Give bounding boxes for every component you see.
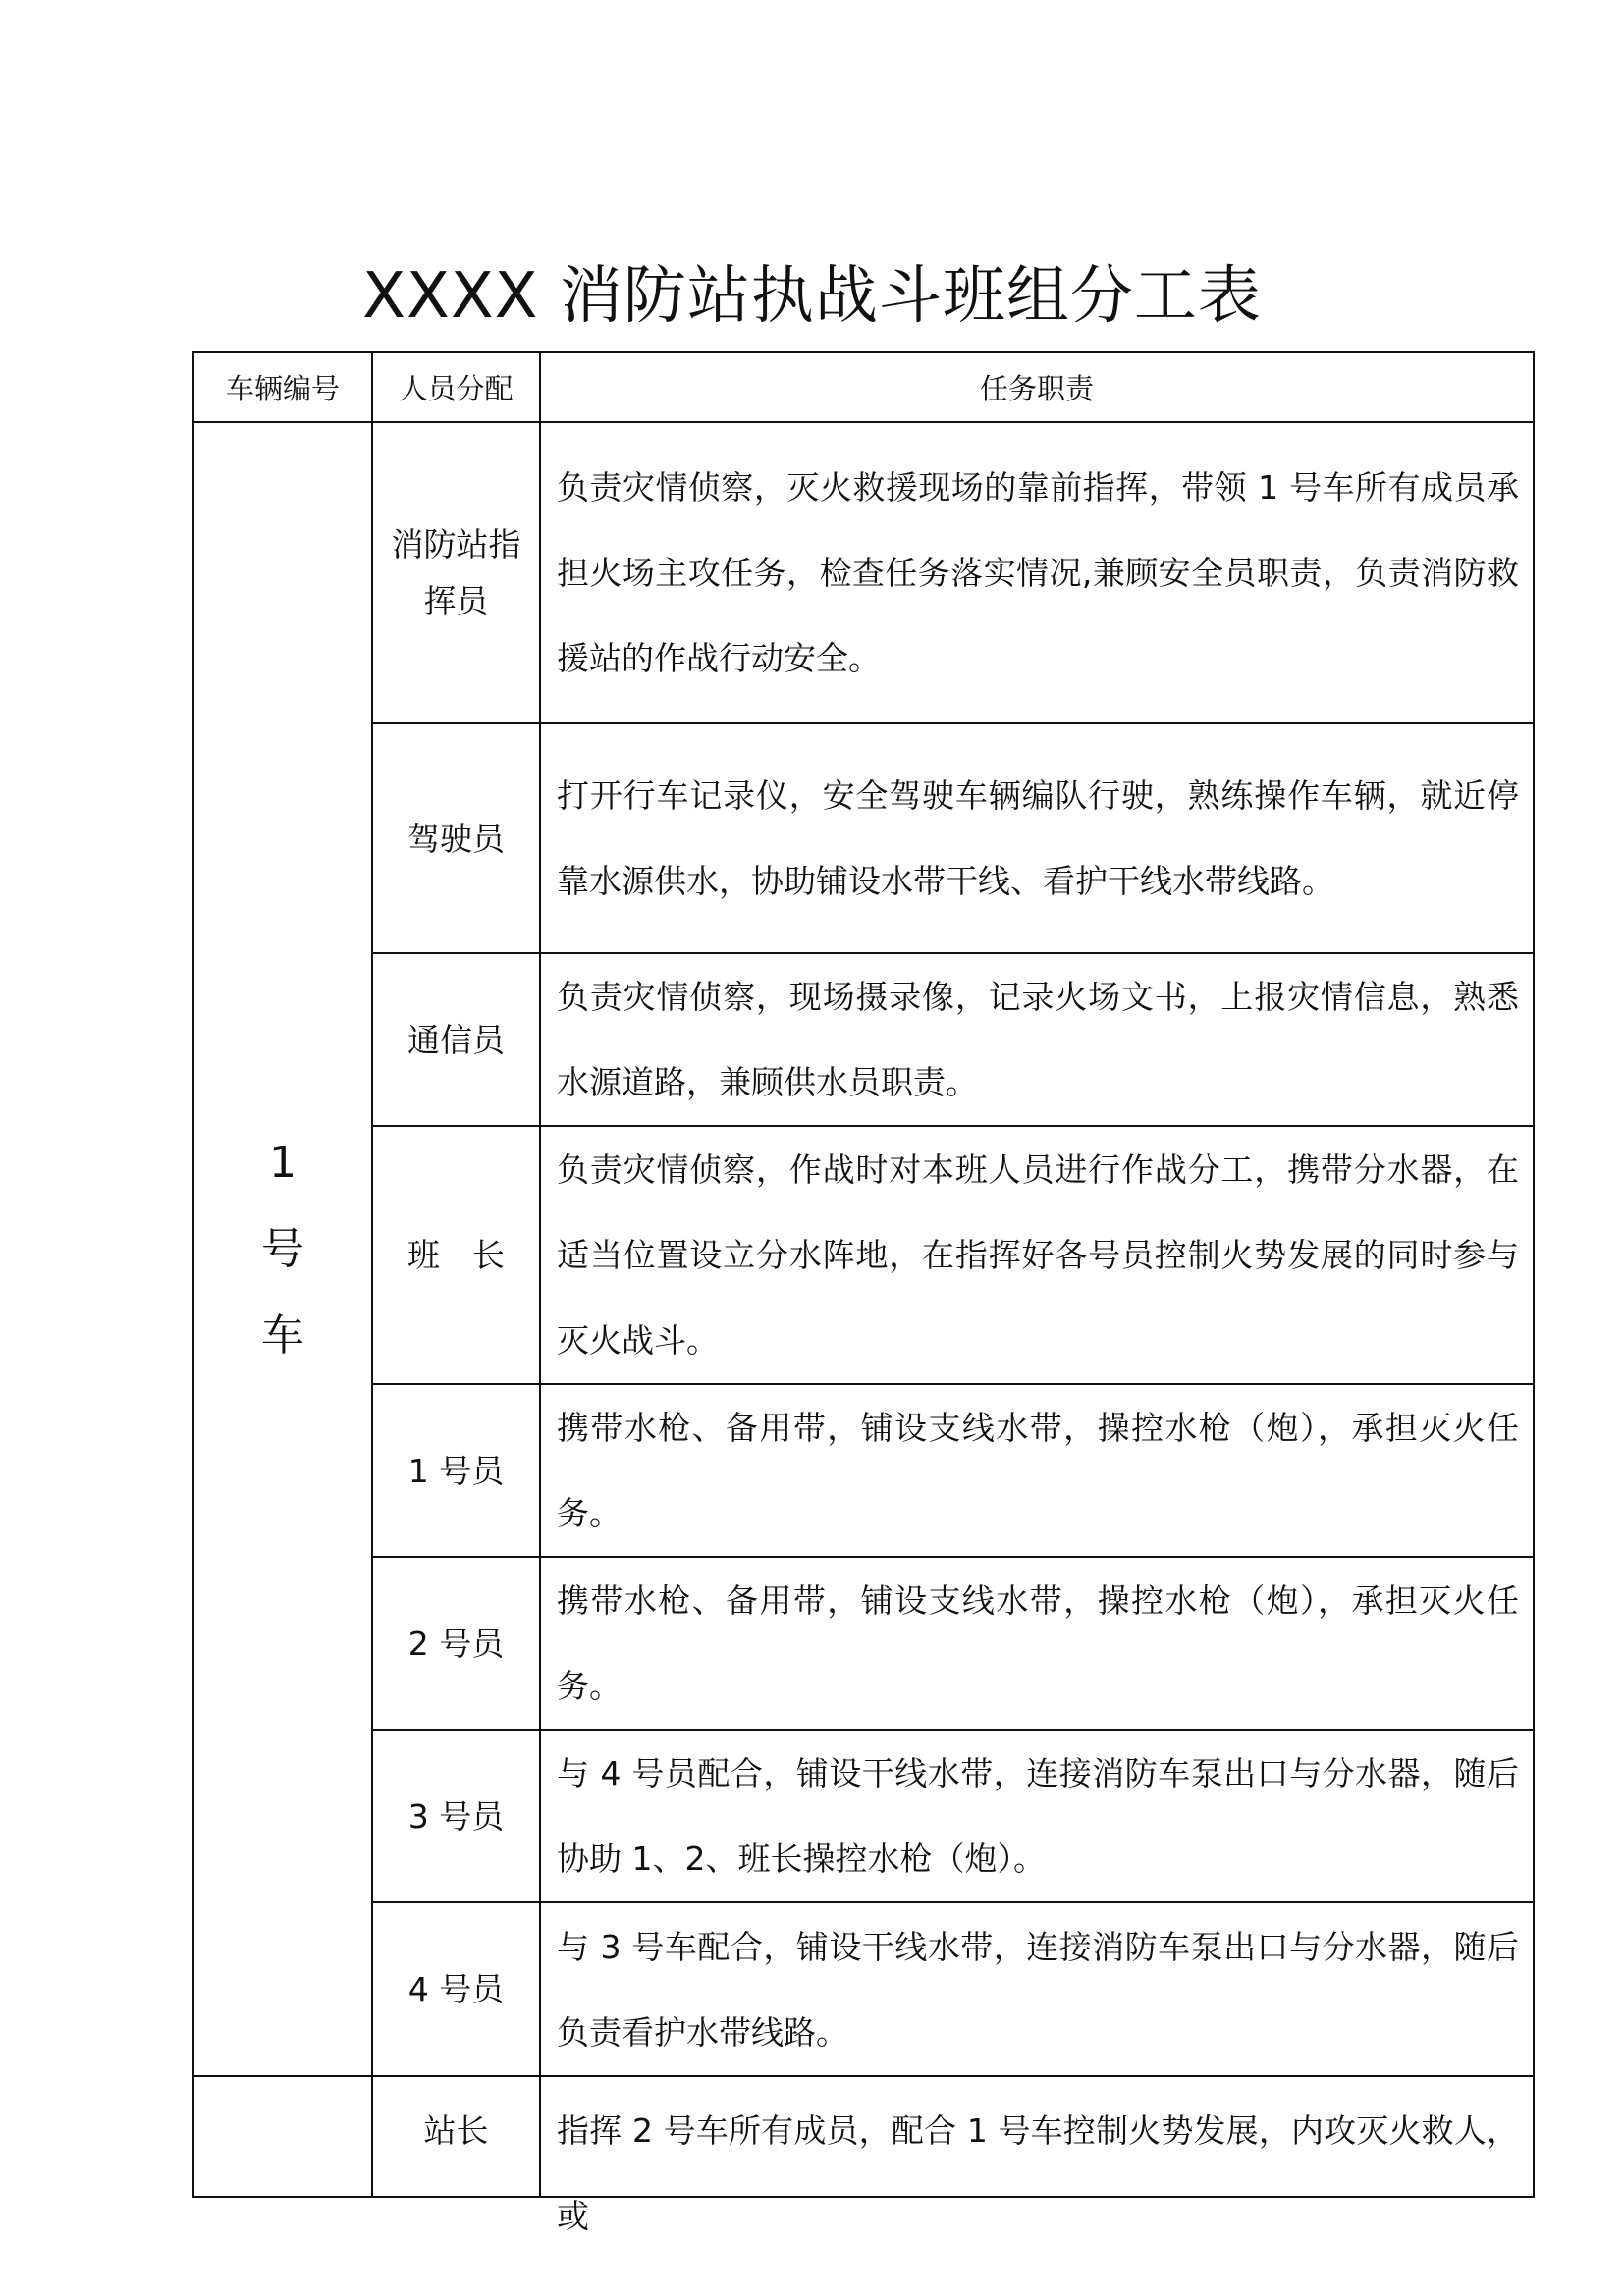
- role-cell: 2 号员: [372, 1557, 540, 1730]
- role-cell: 驾驶员: [372, 723, 540, 953]
- vehicle-number: 1: [269, 1137, 297, 1188]
- role-cell: 班 长: [372, 1126, 540, 1384]
- role-label: 站长: [423, 2111, 489, 2150]
- page-title: XXXX 消防站执战斗班组分工表: [362, 260, 1262, 333]
- duty-table: [192, 351, 1535, 2235]
- table-row: [193, 1384, 1534, 1557]
- role-cell: 3 号员: [372, 1730, 540, 1902]
- role-cell: 消防站指挥员: [372, 422, 540, 723]
- table-row: [193, 1730, 1534, 1902]
- role-cell: 1 号员: [372, 1384, 540, 1557]
- header-duties: 任务职责: [540, 352, 1534, 422]
- table-row: [193, 1126, 1534, 1384]
- duty-cell: 携带水枪、备用带，铺设支线水带，操控水枪（炮），承担灭火任务。: [540, 1557, 1534, 1730]
- duty-cell: 负责灾情侦察，现场摄录像，记录火场文书，上报灾情信息，熟悉水源道路，兼顾供水员职责。: [540, 953, 1534, 1126]
- header-vehicle-number: 车辆编号: [193, 352, 372, 422]
- duty-cell: 打开行车记录仪，安全驾驶车辆编队行驶，熟练操作车辆，就近停靠水源供水，协助铺设水带干线、看护干线水带线路。: [540, 723, 1534, 953]
- duty-cell: 与 4 号员配合，铺设干线水带，连接消防车泵出口与分水器，随后协助 1、2、班长操控水枪（炮）。: [540, 1730, 1534, 1902]
- duty-cell: 负责灾情侦察，作战时对本班人员进行作战分工，携带分水器，在适当位置设立分水阵地，在指挥好各号员控制火势发展的同时参与灭火战斗。: [540, 1126, 1534, 1384]
- role-cell: [372, 2076, 540, 2197]
- table-row: [193, 2076, 1534, 2197]
- vehicle-2-cell: [193, 2076, 372, 2197]
- header-personnel: 人员分配: [372, 352, 540, 422]
- table-row: [193, 953, 1534, 1126]
- duty-text: 指挥 2 号车所有成员，配合 1 号车控制火势发展，内攻灭火救人，或: [557, 2111, 1519, 2235]
- table-row: [193, 422, 1534, 723]
- duty-cell: 负责灾情侦察，灭火救援现场的靠前指挥，带领 1 号车所有成员承担火场主攻任务，检查任务落实情况,兼顾安全员职责，负责消防救援站的作战行动安全。: [540, 422, 1534, 723]
- role-cell: 4 号员: [372, 1902, 540, 2076]
- vehicle-char-hao: 号: [261, 1223, 304, 1274]
- table-row: [193, 1902, 1534, 2076]
- duty-cell: 携带水枪、备用带，铺设支线水带，操控水枪（炮），承担灭火任务。: [540, 1384, 1534, 1557]
- table-row: [193, 1557, 1534, 1730]
- table-row: [193, 723, 1534, 953]
- table-header-row: [193, 352, 1534, 422]
- duty-cell: [540, 2076, 1534, 2235]
- duty-cell: 与 3 号车配合，铺设干线水带，连接消防车泵出口与分水器，随后负责看护水带线路。: [540, 1902, 1534, 2076]
- vehicle-char-che: 车: [261, 1309, 304, 1361]
- role-cell: 通信员: [372, 953, 540, 1126]
- vehicle-1-cell: [193, 422, 372, 2076]
